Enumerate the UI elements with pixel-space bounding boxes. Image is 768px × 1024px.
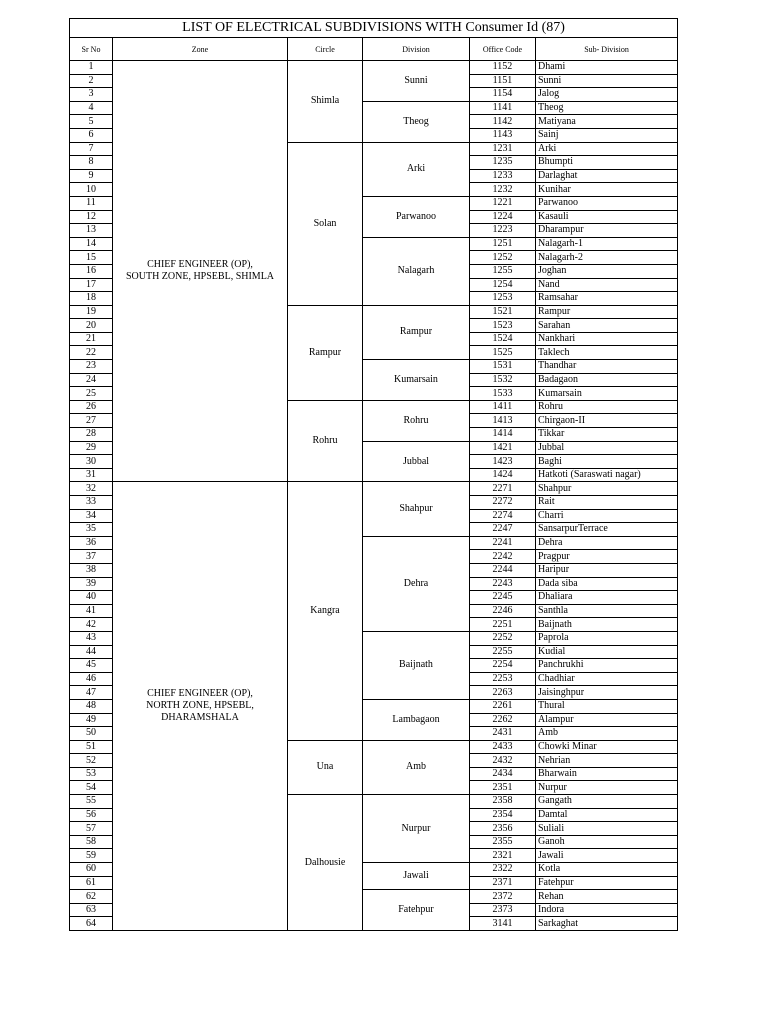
division-cell: Shahpur [363,482,470,536]
sub-division-cell: Damtal [536,808,678,822]
office-code-cell: 2274 [470,509,536,523]
office-code-cell: 1253 [470,292,536,306]
zone-line: NORTH ZONE, HPSEBL, [146,700,254,712]
sub-division-cell: Ramsahar [536,292,678,306]
sr-no-cell: 54 [70,781,113,795]
sr-no-cell: 24 [70,373,113,387]
sr-no-cell: 35 [70,523,113,537]
sub-division-cell: Indora [536,903,678,917]
sub-division-cell: Thural [536,699,678,713]
office-code-cell: 2261 [470,699,536,713]
office-code-cell: 2263 [470,686,536,700]
sr-no-cell: 46 [70,672,113,686]
sub-division-cell: Dehra [536,536,678,550]
sr-no-cell: 55 [70,795,113,809]
division-cell: Dehra [363,536,470,631]
office-code-cell: 2243 [470,577,536,591]
header-sub-division: Sub- Division [536,38,678,61]
sub-division-cell: Jalog [536,88,678,102]
circle-cell: Una [288,740,363,794]
office-code-cell: 1143 [470,128,536,142]
office-code-cell: 3141 [470,917,536,931]
office-code-cell: 1142 [470,115,536,129]
zone-line: CHIEF ENGINEER (OP), [147,688,253,700]
office-code-cell: 2434 [470,767,536,781]
sr-no-cell: 5 [70,115,113,129]
sub-division-cell: Nalagarh-2 [536,251,678,265]
sub-division-cell: Kasauli [536,210,678,224]
office-code-cell: 1252 [470,251,536,265]
sub-division-cell: Panchrukhi [536,659,678,673]
sub-division-cell: Kumarsain [536,387,678,401]
office-code-cell: 1525 [470,346,536,360]
office-code-cell: 2253 [470,672,536,686]
zone-cell [113,61,288,482]
office-code-cell: 1414 [470,428,536,442]
sub-division-cell: Badagaon [536,373,678,387]
office-code-cell: 2242 [470,550,536,564]
office-code-cell: 2245 [470,591,536,605]
sr-no-cell: 41 [70,604,113,618]
sr-no-cell: 12 [70,210,113,224]
sr-no-cell: 42 [70,618,113,632]
office-code-cell: 2272 [470,496,536,510]
sub-division-cell: Alampur [536,713,678,727]
sub-division-cell: Theog [536,101,678,115]
sr-no-cell: 7 [70,142,113,156]
office-code-cell: 2433 [470,740,536,754]
office-code-cell: 1413 [470,414,536,428]
circle-cell: Rohru [288,400,363,482]
office-code-cell: 1411 [470,400,536,414]
sub-division-cell: Rampur [536,305,678,319]
sub-division-cell: Nehrian [536,754,678,768]
sub-division-cell: Chowki Minar [536,740,678,754]
circle-cell: Rampur [288,305,363,400]
header-circle: Circle [288,38,363,61]
office-code-cell: 2244 [470,563,536,577]
division-cell: Amb [363,740,470,794]
sub-division-cell: Gangath [536,795,678,809]
circle-cell: Dalhousie [288,795,363,931]
sr-no-cell: 20 [70,319,113,333]
sr-no-cell: 63 [70,903,113,917]
sr-no-cell: 39 [70,577,113,591]
sub-division-cell: Baijnath [536,618,678,632]
sr-no-cell: 13 [70,224,113,238]
office-code-cell: 2321 [470,849,536,863]
sub-division-cell: Haripur [536,563,678,577]
zone-line: SOUTH ZONE, HPSEBL, SHIMLA [125,271,275,283]
table-title: LIST OF ELECTRICAL SUBDIVISIONS WITH Consumer Id (87) [70,19,678,38]
sr-no-cell: 52 [70,754,113,768]
division-cell: Parwanoo [363,196,470,237]
office-code-cell: 1423 [470,455,536,469]
sub-division-cell: Baghi [536,455,678,469]
sr-no-cell: 43 [70,631,113,645]
sub-division-cell: Jubbal [536,441,678,455]
office-code-cell: 2356 [470,822,536,836]
sub-division-cell: Bharwain [536,767,678,781]
sub-division-cell: Matiyana [536,115,678,129]
office-code-cell: 2431 [470,727,536,741]
sub-division-cell: Joghan [536,264,678,278]
sr-no-cell: 56 [70,808,113,822]
sub-division-cell: Thandhar [536,360,678,374]
sr-no-cell: 26 [70,400,113,414]
circle-cell: Solan [288,142,363,305]
sr-no-cell: 11 [70,196,113,210]
table-row [70,482,678,496]
office-code-cell: 1533 [470,387,536,401]
office-code-cell: 2355 [470,835,536,849]
office-code-cell: 1154 [470,88,536,102]
division-cell: Lambagaon [363,699,470,740]
office-code-cell: 2354 [470,808,536,822]
sub-division-cell: Arki [536,142,678,156]
office-code-cell: 2252 [470,631,536,645]
sr-no-cell: 58 [70,835,113,849]
office-code-cell: 2262 [470,713,536,727]
sr-no-cell: 14 [70,237,113,251]
subdivision-table [69,18,678,931]
office-code-cell: 2372 [470,890,536,904]
sr-no-cell: 32 [70,482,113,496]
sub-division-cell: Sunni [536,74,678,88]
office-code-cell: 1223 [470,224,536,238]
office-code-cell: 1254 [470,278,536,292]
office-code-cell: 1232 [470,183,536,197]
sub-division-cell: Darlaghat [536,169,678,183]
sub-division-cell: Nand [536,278,678,292]
sr-no-cell: 36 [70,536,113,550]
sub-division-cell: Chadhiar [536,672,678,686]
table-body [70,61,678,931]
sr-no-cell: 15 [70,251,113,265]
division-cell: Nalagarh [363,237,470,305]
office-code-cell: 1255 [470,264,536,278]
sr-no-cell: 28 [70,428,113,442]
sub-division-cell: Kudial [536,645,678,659]
office-code-cell: 2246 [470,604,536,618]
sub-division-cell: Jawali [536,849,678,863]
sr-no-cell: 1 [70,61,113,75]
sr-no-cell: 57 [70,822,113,836]
sr-no-cell: 3 [70,88,113,102]
sr-no-cell: 37 [70,550,113,564]
office-code-cell: 2322 [470,863,536,877]
division-cell: Rohru [363,400,470,441]
sub-division-cell: Shahpur [536,482,678,496]
sub-division-cell: Taklech [536,346,678,360]
office-code-cell: 2371 [470,876,536,890]
sr-no-cell: 29 [70,441,113,455]
circle-cell: Shimla [288,61,363,143]
office-code-cell: 1141 [470,101,536,115]
sr-no-cell: 21 [70,332,113,346]
sub-division-cell: Bhumpti [536,156,678,170]
sr-no-cell: 59 [70,849,113,863]
sub-division-cell: Rait [536,496,678,510]
sub-division-cell: Kunihar [536,183,678,197]
office-code-cell: 1231 [470,142,536,156]
sub-division-cell: Ganoh [536,835,678,849]
sr-no-cell: 62 [70,890,113,904]
office-code-cell: 1421 [470,441,536,455]
office-code-cell: 1152 [470,61,536,75]
sr-no-cell: 30 [70,455,113,469]
sr-no-cell: 61 [70,876,113,890]
sr-no-cell: 27 [70,414,113,428]
sr-no-cell: 48 [70,699,113,713]
sr-no-cell: 10 [70,183,113,197]
sr-no-cell: 44 [70,645,113,659]
division-cell: Jubbal [363,441,470,482]
office-code-cell: 1221 [470,196,536,210]
division-cell: Nurpur [363,795,470,863]
sub-division-cell: Parwanoo [536,196,678,210]
sub-division-cell: Santhla [536,604,678,618]
office-code-cell: 1151 [470,74,536,88]
zone-line: CHIEF ENGINEER (OP), [147,259,253,271]
sr-no-cell: 47 [70,686,113,700]
sub-division-cell: Amb [536,727,678,741]
office-code-cell: 1235 [470,156,536,170]
sub-division-cell: Sarkaghat [536,917,678,931]
sub-division-cell: Nurpur [536,781,678,795]
sub-division-cell: Nalagarh-1 [536,237,678,251]
office-code-cell: 2254 [470,659,536,673]
division-cell: Theog [363,101,470,142]
sr-no-cell: 2 [70,74,113,88]
zone-cell [113,482,288,931]
sr-no-cell: 64 [70,917,113,931]
office-code-cell: 2271 [470,482,536,496]
sub-division-cell: Dhaliara [536,591,678,605]
sr-no-cell: 25 [70,387,113,401]
office-code-cell: 2358 [470,795,536,809]
sub-division-cell: Chirgaon-II [536,414,678,428]
header-office-code: Office Code [470,38,536,61]
circle-cell: Kangra [288,482,363,740]
office-code-cell: 2373 [470,903,536,917]
division-cell: Jawali [363,863,470,890]
sr-no-cell: 18 [70,292,113,306]
sub-division-cell: Jaisinghpur [536,686,678,700]
office-code-cell: 2351 [470,781,536,795]
office-code-cell: 1524 [470,332,536,346]
header-sr-no: Sr No [70,38,113,61]
sr-no-cell: 33 [70,496,113,510]
office-code-cell: 1251 [470,237,536,251]
header-zone: Zone [113,38,288,61]
document-page [69,18,677,931]
sub-division-cell: SansarpurTerrace [536,523,678,537]
office-code-cell: 2247 [470,523,536,537]
office-code-cell: 1224 [470,210,536,224]
sr-no-cell: 50 [70,727,113,741]
sr-no-cell: 6 [70,128,113,142]
division-cell: Kumarsain [363,360,470,401]
sub-division-cell: Fatehpur [536,876,678,890]
sr-no-cell: 38 [70,563,113,577]
zone-line: DHARAMSHALA [161,712,239,724]
office-code-cell: 1424 [470,468,536,482]
office-code-cell: 2255 [470,645,536,659]
office-code-cell: 1521 [470,305,536,319]
sub-division-cell: Dada siba [536,577,678,591]
office-code-cell: 1233 [470,169,536,183]
sr-no-cell: 45 [70,659,113,673]
sr-no-cell: 9 [70,169,113,183]
sub-division-cell: Tikkar [536,428,678,442]
sub-division-cell: Rohru [536,400,678,414]
sr-no-cell: 19 [70,305,113,319]
sub-division-cell: Dharampur [536,224,678,238]
sub-division-cell: Dhami [536,61,678,75]
sub-division-cell: Nankhari [536,332,678,346]
office-code-cell: 2432 [470,754,536,768]
office-code-cell: 1523 [470,319,536,333]
sr-no-cell: 17 [70,278,113,292]
sub-division-cell: Suliali [536,822,678,836]
division-cell: Fatehpur [363,890,470,931]
division-cell: Baijnath [363,631,470,699]
division-cell: Sunni [363,61,470,102]
sub-division-cell: Sainj [536,128,678,142]
sr-no-cell: 4 [70,101,113,115]
sr-no-cell: 51 [70,740,113,754]
sub-division-cell: Rehan [536,890,678,904]
sub-division-cell: Sarahan [536,319,678,333]
sr-no-cell: 31 [70,468,113,482]
header-division: Division [363,38,470,61]
division-cell: Arki [363,142,470,196]
division-cell: Rampur [363,305,470,359]
table-row [70,61,678,75]
sub-division-cell: Kotla [536,863,678,877]
office-code-cell: 2241 [470,536,536,550]
sr-no-cell: 40 [70,591,113,605]
sr-no-cell: 53 [70,767,113,781]
sr-no-cell: 22 [70,346,113,360]
sub-division-cell: Charri [536,509,678,523]
sr-no-cell: 49 [70,713,113,727]
office-code-cell: 2251 [470,618,536,632]
sub-division-cell: Hatkoti (Saraswati nagar) [536,468,678,482]
sr-no-cell: 8 [70,156,113,170]
sr-no-cell: 60 [70,863,113,877]
office-code-cell: 1532 [470,373,536,387]
sr-no-cell: 34 [70,509,113,523]
sr-no-cell: 23 [70,360,113,374]
sub-division-cell: Pragpur [536,550,678,564]
sub-division-cell: Paprola [536,631,678,645]
sr-no-cell: 16 [70,264,113,278]
office-code-cell: 1531 [470,360,536,374]
